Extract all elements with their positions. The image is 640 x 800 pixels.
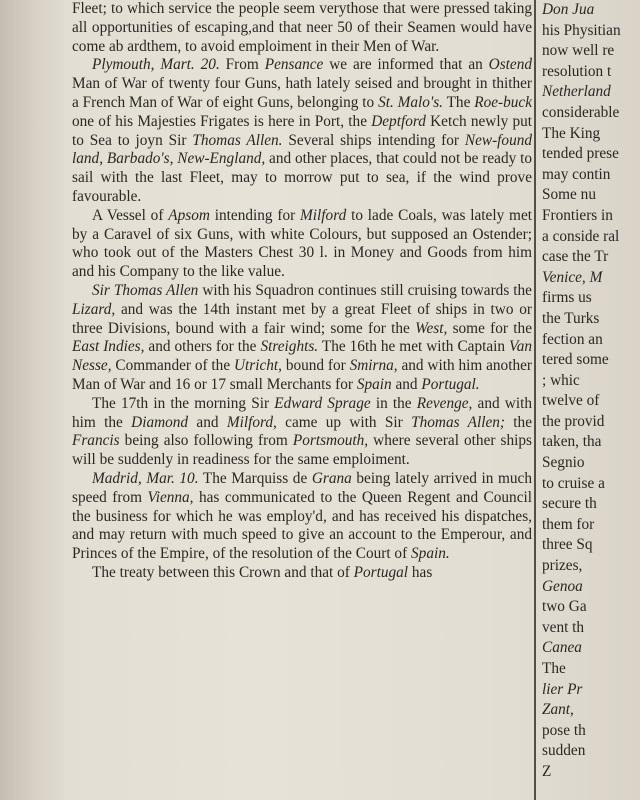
column-rule bbox=[534, 0, 536, 800]
paragraph-thomas-allen bbox=[72, 282, 532, 395]
text-run: Spain bbox=[356, 375, 392, 393]
paragraph-apsom-vessel bbox=[72, 207, 532, 282]
text-run: came up with Sir bbox=[276, 413, 412, 431]
right-column-line: to cruise a bbox=[542, 474, 605, 492]
right-column-line: them for bbox=[542, 515, 595, 533]
paragraph-plymouth bbox=[72, 56, 532, 206]
text-run: Spain. bbox=[411, 545, 450, 563]
right-column-line: the Turks bbox=[542, 309, 600, 327]
text-run: From bbox=[219, 56, 265, 74]
text-run: Man of War of twenty four Guns, hath lately seised and brought in thither a French Man of War of eight Guns, belonging to bbox=[72, 75, 532, 111]
text-run: Milford, bbox=[226, 413, 277, 431]
text-run: those that were pressed taking all opportunities of escaping, bbox=[72, 0, 532, 36]
right-column-line: ; whic bbox=[542, 371, 580, 389]
text-run: Edward Sprage bbox=[274, 394, 371, 412]
text-run: the bbox=[504, 413, 532, 431]
text-run: and with him the bbox=[72, 394, 532, 431]
paragraph-edward-sprage bbox=[72, 395, 532, 470]
right-column-line: pose th bbox=[542, 721, 586, 739]
right-column-line: Some nu bbox=[542, 186, 596, 204]
right-column-line: Venice, M bbox=[542, 268, 603, 286]
text-run: intending for bbox=[209, 206, 301, 224]
right-column-line: The King bbox=[542, 124, 601, 142]
text-run: The treaty between this Crown and that of bbox=[92, 563, 354, 581]
text-run: Grana bbox=[311, 469, 352, 487]
text-run: Francis bbox=[72, 432, 120, 450]
right-column-line: The bbox=[542, 660, 566, 677]
right-column-line: lier Pr bbox=[542, 680, 583, 698]
text-run: West, bbox=[415, 319, 448, 337]
right-column-line: may contin bbox=[542, 165, 611, 183]
text-run: we are informed that an bbox=[323, 56, 489, 74]
main-column bbox=[72, 0, 532, 800]
right-column-line: three Sq bbox=[542, 536, 593, 554]
right-column-line: Segnio bbox=[542, 454, 585, 472]
right-column-line: a conside ral bbox=[542, 227, 620, 245]
text-run: being lately arrived in much speed from bbox=[72, 469, 532, 506]
text-run: to lade Coals, was lately met by a Caravel of six Guns, with white Colours, but supposed an Ostender; who took out of the Masters Chest 30 l. in Money and Goods from him and his Company to the like value. bbox=[72, 206, 532, 281]
text-run: and that neer 50 of their Seamen would have come ab ard bbox=[72, 18, 532, 55]
right-column-line: two Ga bbox=[542, 598, 587, 616]
text-run: Revenge, bbox=[416, 394, 473, 412]
right-column-line: firms us bbox=[542, 289, 592, 307]
text-run: Portsmouth, bbox=[292, 432, 369, 450]
text-run: has communicated to the Queen Regent and Council the business for which he was employ'd, and has received his dispatches, and may return with much speed to give an account to the Emperour, and Princes of the Empire, of the resolution of the Court of bbox=[72, 488, 532, 563]
text-run: Pensance bbox=[264, 56, 324, 74]
text-run: Thomas Allen; bbox=[411, 413, 505, 431]
paragraph-portugal-treaty bbox=[72, 564, 532, 583]
text-run: St. Malo's. bbox=[378, 93, 443, 111]
text-run: Streights. bbox=[260, 338, 319, 356]
text-run: Thomas Allen. bbox=[192, 131, 283, 149]
paragraph-fleet bbox=[72, 0, 532, 56]
right-column-line: the provid bbox=[542, 412, 605, 430]
right-column-line: prizes, bbox=[542, 557, 583, 575]
right-column-line: sudden bbox=[542, 742, 586, 760]
text-run: in the bbox=[370, 394, 417, 412]
text-run: Several ships intending for bbox=[282, 131, 465, 149]
right-column-line: case the Tr bbox=[542, 248, 609, 266]
text-run: Van Nesse, bbox=[72, 338, 532, 375]
text-run: Apsom bbox=[168, 206, 210, 224]
text-run: New-found land, Barbado's, New-England, bbox=[72, 131, 532, 168]
text-run: has bbox=[408, 563, 433, 581]
right-column-line: resolution t bbox=[542, 62, 612, 80]
text-run: Vienna, bbox=[147, 488, 194, 506]
page-margin bbox=[0, 0, 64, 800]
text-run: Sir Thomas Allen bbox=[92, 281, 199, 299]
text-run: and other places, that could not be ready to sail with the last Fleet, may to morrow put to sea, if the wind prove favourable. bbox=[72, 150, 532, 205]
text-run: Madrid, Mar. 10. bbox=[92, 469, 199, 487]
text-run: Fleet; to which service the people seem very bbox=[72, 0, 347, 17]
text-run: Smirna, bbox=[349, 357, 398, 375]
paragraph-madrid bbox=[72, 470, 532, 564]
right-column-line: vent th bbox=[542, 618, 585, 636]
right-column-line: considerable bbox=[542, 103, 620, 121]
text-run: The 16th he met with Captain bbox=[318, 338, 510, 356]
right-column-line: tended prese bbox=[542, 145, 619, 163]
text-run: Plymouth, Mart. 20. bbox=[92, 56, 220, 74]
right-column-line: taken, tha bbox=[542, 433, 602, 451]
right-column-line: fection an bbox=[542, 330, 603, 348]
right-column-line: Netherland bbox=[542, 83, 611, 101]
right-column-line: Frontiers in bbox=[542, 206, 613, 224]
text-run: one of his Majesties Frigates is here in Port, the bbox=[72, 112, 372, 130]
right-column bbox=[542, 0, 640, 800]
text-run: where several other ships will be suddenly in readiness for the same emploiment. bbox=[72, 432, 532, 469]
text-run: Lizard, bbox=[72, 300, 116, 318]
text-run: A Vessel of bbox=[92, 206, 169, 224]
text-run: Ketch newly put to Sea to joyn Sir bbox=[72, 112, 532, 149]
text-run: and others for the bbox=[144, 338, 261, 356]
text-run: Roe-buck bbox=[474, 93, 532, 111]
text-run: The bbox=[443, 93, 475, 111]
right-column-line: tered some bbox=[542, 351, 609, 369]
text-run: with his Squadron continues still cruising towards the bbox=[198, 281, 532, 299]
right-column-line: Don Jua bbox=[542, 1, 595, 18]
right-column-line: Zant, bbox=[542, 701, 574, 719]
right-column-line: his Physitian bbox=[542, 21, 621, 39]
text-run: East Indies, bbox=[72, 338, 145, 356]
text-run: Utricht, bbox=[233, 357, 282, 375]
text-run: Portugal. bbox=[421, 375, 480, 393]
text-run: Commander of the bbox=[111, 357, 234, 375]
text-run: Milford bbox=[300, 206, 347, 224]
right-column-line: Genoa bbox=[542, 577, 583, 595]
right-column-line: now well re bbox=[542, 42, 615, 60]
text-run: and with him another Man of War and 16 or 17 small Merchants for bbox=[72, 357, 532, 393]
text-run: and bbox=[188, 413, 227, 431]
text-run: and was the 14th instant met by a great Fleet of ships in two or three Divisions, bound with a fair wind; some for the bbox=[72, 300, 532, 337]
text-run: Portugal bbox=[353, 563, 409, 581]
text-run: The 17th in the morning Sir bbox=[92, 394, 275, 412]
text-run: being also following from bbox=[119, 432, 293, 450]
text-run: some for the bbox=[447, 319, 532, 337]
text-run: Ostend bbox=[488, 56, 532, 74]
text-run: Deptford bbox=[371, 112, 426, 130]
text-run: and bbox=[391, 375, 422, 393]
text-run: Diamond bbox=[131, 413, 189, 431]
right-column-line: Canea bbox=[542, 639, 582, 657]
text-run: bound for bbox=[281, 357, 350, 375]
text-run: them, to avoid emploiment in their Men of War. bbox=[146, 37, 440, 55]
right-column-line: Z bbox=[542, 762, 552, 780]
right-column-line: secure th bbox=[542, 495, 597, 513]
text-run: The Marquiss de bbox=[198, 469, 312, 487]
right-column-line: twelve of bbox=[542, 392, 600, 410]
